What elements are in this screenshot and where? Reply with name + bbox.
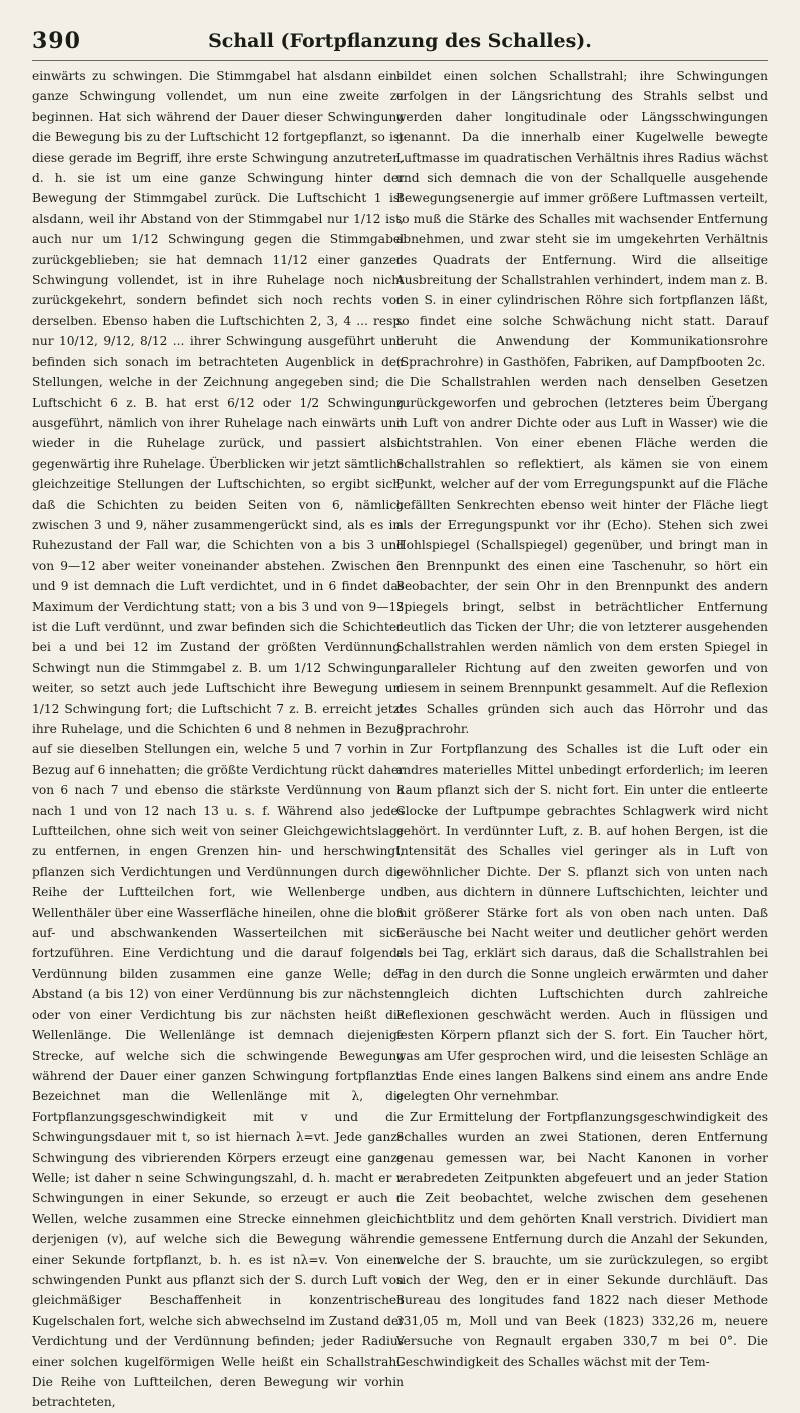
paragraph: einwärts zu schwingen. Die Stimmgabel hat alsdann eine ganze Schwingung vollendet, um nun eine zweite zu beginnen. Hat sich während der Dauer dieser Schwingung die Bewegung bis zu der Luftschicht 12 fortgepflanzt, so ist diese gerade im Begriff, ihre erste Schwingung anzutreten, d. h. sie ist um eine ganze Schwingung hinter der Bewegung der Stimmgabel zurück. Die Luftschicht 1 ist alsdann, weil ihr Abstand von der Stimmgabel nur 1/12 ist, auch nur um 1/12 Schwingung gegen die Stimmgabel zurückgeblieben; sie hat demnach 11/12 einer ganzen Schwingung vollendet, ist in ihre Ruhelage noch nicht zurückgekehrt, sondern befindet sich noch rechts von derselben. Ebenso haben die Luftschichten 2, 3, 4 ... resp. nur 10/12, 9/12, 8/12 ... ihrer Schwingung ausgeführt und befinden sich sonach im betrachteten Augenblick in den Stellungen, welche in der Zeichnung angegeben sind; die Luftschicht 6 z. B. hat erst 6/12 oder 1/2 Schwingung ausgeführt, nämlich von ihrer Ruhelage nach einwärts und wieder in die Ruhelage zurück, und passiert also gegenwärtig ihre Ruhelage. Überblicken wir jetzt sämtliche gleichzeitige Stellungen der Luftschichten, so ergibt sich, daß die Schichten zu beiden Seiten von 6, nämlich zwischen 3 und 9, näher zusammengerückt sind, als es im Ruhezustand der Fall war, die Schichten von a bis 3 und von 9—12 aber weiter voneinander abstehen. Zwischen 3 und 9 ist demnach die Luft verdichtet, und in 6 findet das Maximum der Verdichtung statt; von a bis 3 und von 9—12 ist die Luft verdünnt, und zwar befinden sich die Schichten bei a und bei 12 im Zustand der größten Verdünnung. Schwingt nun die Stimmgabel z. B. um 1/12 Schwingung weiter, so setzt auch jede Luftschicht ihre Bewegung um 1/12 Schwingung fort; die Luftschicht 7 z. B. erreicht jetzt ihre Ruhelage, und die Schichten 6 und 8 nehmen in Bezug auf sie dieselben Stellungen ein, welche 5 und 7 vorhin in Bezug auf 6 innehatten; die größte Verdichtung rückt daher von 6 nach 7 und ebenso die stärkste Verdünnung von a nach 1 und von 12 nach 13 u. s. f. Während also jedes Luftteilchen, ohne sich weit von seiner Gleichgewichtslage zu entfernen, in engen Grenzen hin- und herschwingt, pflanzen sich Verdichtungen und Verdünnungen durch die Reihe der Luftteilchen fort, wie Wellenberge und Wellenthäler über eine Wasserfläche hineilen, ohne die bloß auf- und abschwankenden Wasserteilchen mit sich fortzuführen. Eine Verdichtung und die darauf folgende Verdünnung bilden zusammen eine ganze Welle; der Abstand (a bis 12) von einer Verdünnung bis zur nächsten oder von einer Verdichtung bis zur nächsten heißt die Wellenlänge. Die Wellenlänge ist demnach diejenige Strecke, auf welche sich die schwingende Bewegung während der Dauer einer ganzen Schwingung fortpflanzt. Bezeichnet man die Wellenlänge mit λ, die Fortpflanzungsgeschwindigkeit mit v und die Schwingungsdauer mit t, so ist hiernach λ=vt. Jede ganze Schwingung des vibrierenden Körpers erzeugt eine ganze Welle; ist daher n seine Schwingungszahl, d. h. macht er n Schwingungen in einer Sekunde, so erzeugt er auch n Wellen, welche zusammen eine Strecke einnehmen gleich derjenigen (v), auf welche sich die Bewegung während einer Sekunde fortpflanzt, b. h. es ist nλ=v. Von einem schwingenden Punkt aus pflanzt sich der S. durch Luft von gleichmäßiger Beschaffenheit in konzentrischen Kugelschalen fort, welche sich abwechselnd im Zustand der Verdichtung und der Verdünnung befinden; jeder Radius einer solchen kugelförmigen Welle heißt ein Schallstrahl. Die Reihe von Luftteilchen, deren Bewegung wir vorhin betrachteten,: [32, 69, 404, 1410]
paragraph: Die Schallstrahlen werden nach denselben Gesetzen zurückgeworfen und gebrochen (letzteres beim Übergang in Luft von andrer Dichte oder aus Luft in Wasser) wie die Lichtstrahlen. Von einer ebenen Fläche werden die Schallstrahlen so reflektiert, als kämen sie von einem Punkt, welcher auf der vom Erregungspunkt auf die Fläche gefällten Senkrechten ebenso weit hinter der Fläche liegt als der Erregungspunkt vor ihr (Echo). Stehen sich zwei Hohlspiegel (Schallspiegel) gegenüber, und bringt man in den Brennpunkt des einen eine Taschenuhr, so hört ein Beobachter, der sein Ohr in den Brennpunkt des andern Spiegels bringt, selbst in beträchtlicher Entfernung deutlich das Ticken der Uhr; die von letzterer ausgehenden Schallstrahlen werden nämlich von dem ersten Spiegel in paralleler Richtung auf den zweiten geworfen und von diesem in seinem Brennpunkt gesammelt. Auf die Reflexion des Schalles gründen sich auch das Hörrohr und das Sprachrohr.: [396, 375, 768, 736]
page-header: [32, 28, 768, 62]
left-column: [32, 66, 404, 1410]
paragraph: Zur Ermittelung der Fortpflanzungsgeschwindigkeit des Schalles wurden an zwei Stationen, deren Entfernung genau gemessen war, bei Nacht Kanonen in vorher verabredeten Zeitpunkten abgefeuert und an jeder Station die Zeit beobachtet, welche zwischen dem gesehenen Lichtblitz und dem gehörten Knall verstrich. Dividiert man die gemessene Entfernung durch die Anzahl der Sekunden, welche der S. brauchte, um sie zurückzulegen, so ergibt sich der Weg, den er in einer Sekunde durchläuft. Das Bureau des longitudes fand 1822 nach dieser Methode 331,05 m, Moll und van Beek (1823) 332,26 m, neuere Versuche von Regnault ergaben 330,7 m bei 0°. Die Geschwindigkeit des Schalles wächst mit der Tem-: [396, 1109, 768, 1369]
page-number: 390: [32, 28, 81, 54]
paragraph: Zur Fortpflanzung des Schalles ist die Luft oder ein andres materielles Mittel unbedingt erforderlich; im leeren Raum pflanzt sich der S. nicht fort. Ein unter die entleerte Glocke der Luftpumpe gebrachtes Schlagwerk wird nicht gehört. In verdünnter Luft, z. B. auf hohen Bergen, ist die Intensität des Schalles viel geringer als in Luft von gewöhnlicher Dichte. Der S. pflanzt sich von unten nach oben, aus dichtern in dünnere Luftschichten, leichter und mit größerer Stärke fort als von oben nach unten. Daß Geräusche bei Nacht weiter und deutlicher gehört werden als bei Tag, erklärt sich daraus, daß die Schallstrahlen bei Tag in den durch die Sonne ungleich erwärmten und daher ungleich dichten Luftschichten durch zahlreiche Reflexionen geschwächt werden. Auch in flüssigen und festen Körpern pflanzt sich der S. fort. Ein Taucher hört, was am Ufer gesprochen wird, und die leisesten Schläge an das Ende eines langen Balkens sind einem ans andre Ende gelegten Ohr vernehmbar.: [396, 742, 768, 1104]
header-rule: [32, 60, 768, 61]
running-head: Schall (Fortpflanzung des Schalles).: [208, 30, 592, 52]
right-column: [396, 66, 768, 1369]
paragraph: bildet einen solchen Schallstrahl; ihre Schwingungen erfolgen in der Längsrichtung des Strahls selbst und werden daher longitudinale oder Längsschwingungen genannt. Da die innerhalb einer Kugelwelle bewegte Luftmasse im quadratischen Verhältnis ihres Radius wächst und sich demnach die von der Schallquelle ausgehende Bewegungsenergie auf immer größere Luftmassen verteilt, so muß die Stärke des Schalles mit wachsender Entfernung abnehmen, und zwar steht sie im umgekehrten Verhältnis des Quadrats der Entfernung. Wird die allseitige Ausbreitung der Schallstrahlen verhindert, indem man z. B. den S. in einer cylindrischen Röhre sich fortpflanzen läßt, so findet eine solche Schwächung nicht statt. Darauf beruht die Anwendung der Kommunikationsrohre (Sprachrohre) in Gasthöfen, Fabriken, auf Dampfbooten 2c.: [396, 69, 768, 369]
